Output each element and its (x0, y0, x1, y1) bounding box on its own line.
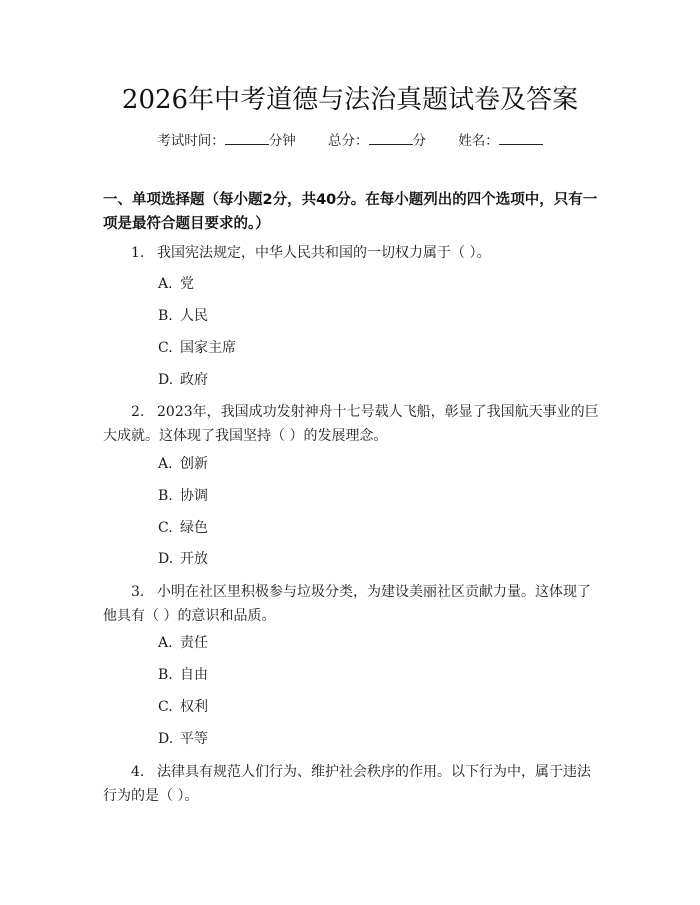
question-text: 法律具有规范人们行为、维护社会秩序的作用。以下行为中，属于违法行为的是（ ）。 (103, 764, 591, 804)
option-3a (158, 632, 208, 654)
option-letter: A. (158, 635, 173, 651)
option-letter: A. (158, 276, 173, 292)
exam-time (157, 130, 296, 152)
option-text: 创新 (180, 456, 208, 472)
page-title: 2026年中考道德与法治真题试卷及答案 (121, 85, 579, 115)
total-score (328, 130, 426, 152)
option-2a (158, 453, 208, 475)
question-number: 4. (131, 764, 145, 780)
option-1b (158, 305, 208, 327)
option-text: 政府 (180, 372, 208, 388)
option-text: 开放 (180, 551, 208, 567)
section-heading: 一、单项选择题（每小题2分，共40分。在每小题列出的四个选项中，只有一项是最符合题目要求的。） (103, 192, 598, 232)
option-text: 自由 (180, 667, 208, 683)
option-letter: D. (158, 372, 174, 388)
option-letter: B. (158, 488, 173, 504)
option-text: 权利 (180, 699, 208, 715)
option-1c (158, 337, 236, 359)
option-text: 党 (180, 276, 194, 292)
name-blank (499, 130, 543, 145)
question-number: 1. (131, 245, 145, 261)
option-letter: D. (158, 731, 174, 747)
question-text: 2023年，我国成功发射神舟十七号载人飞船，彰显了我国航天事业的巨大成就。这体现了我国坚持（ ）的发展理念。 (103, 404, 599, 444)
option-letter: B. (158, 308, 173, 324)
option-letter: D. (158, 551, 174, 567)
option-text: 绿色 (180, 520, 208, 536)
option-letter: A. (158, 456, 173, 472)
option-text: 国家主席 (180, 340, 236, 356)
option-2b (158, 485, 208, 507)
time-label: 考试时间： (157, 133, 225, 149)
option-text: 人民 (180, 308, 208, 324)
option-1a (158, 273, 194, 295)
option-3b (158, 664, 208, 686)
option-2c (158, 517, 208, 539)
option-letter: C. (158, 699, 173, 715)
option-text: 平等 (180, 731, 208, 747)
question-number: 3. (131, 584, 145, 600)
time-blank (225, 130, 269, 145)
time-unit: 分钟 (268, 133, 296, 149)
question-text: 小明在社区里积极参与垃圾分类，为建设美丽社区贡献力量。这体现了他具有（ ）的意识和品质。 (103, 584, 591, 624)
question-3 (103, 580, 603, 628)
name-label: 姓名： (458, 133, 499, 149)
option-letter: B. (158, 667, 173, 683)
question-1 (103, 241, 603, 265)
score-blank (369, 130, 413, 145)
option-2d (158, 548, 208, 570)
option-text: 协调 (180, 488, 208, 504)
option-letter: C. (158, 520, 173, 536)
option-3d (158, 728, 208, 750)
question-2 (103, 400, 603, 448)
option-text: 责任 (180, 635, 208, 651)
question-4 (103, 760, 603, 808)
option-letter: C. (158, 340, 173, 356)
student-name (458, 130, 543, 152)
question-number: 2. (131, 404, 145, 420)
exam-meta (0, 130, 700, 152)
option-1d (158, 369, 208, 391)
question-text: 我国宪法规定，中华人民共和国的一切权力属于（ ）。 (157, 245, 491, 261)
score-unit: 分 (412, 133, 426, 149)
option-3c (158, 696, 208, 718)
score-label: 总分： (328, 133, 369, 149)
